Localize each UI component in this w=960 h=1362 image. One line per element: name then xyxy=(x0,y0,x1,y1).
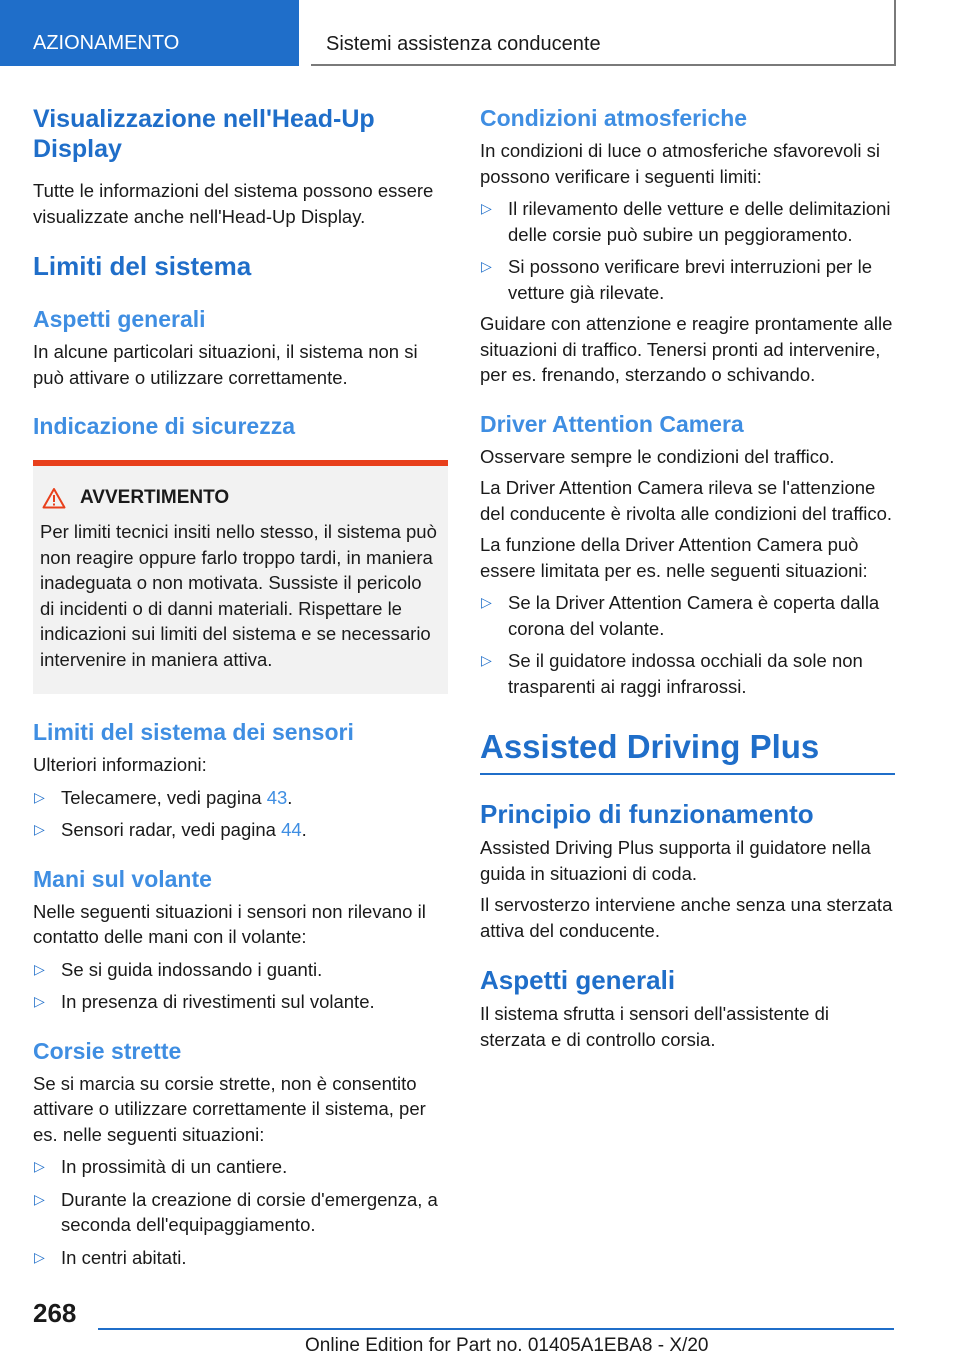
paragraph-general: In alcune particolari situazioni, il sistema non si può attivare o utilizzare correttamente. xyxy=(33,341,418,388)
triangle-bullet-icon: ▷ xyxy=(34,1248,45,1265)
heading-assisted-driving-plus: Assisted Driving Plus xyxy=(480,727,895,775)
list-item xyxy=(33,1245,448,1271)
list-item xyxy=(33,785,448,811)
heading-weather: Condizioni atmosferiche xyxy=(480,105,748,131)
list-item-text: Si possono verificare brevi interruzioni per le vetture già rilevate. xyxy=(508,256,873,303)
left-column xyxy=(33,100,448,1270)
section-title: AZIONAMENTO xyxy=(33,32,180,54)
list-item xyxy=(33,817,448,843)
paragraph-sensors: Ulteriori informazioni: xyxy=(33,754,207,775)
list-item xyxy=(480,254,895,305)
heading-safety: Indicazione di sicurezza xyxy=(33,413,296,439)
triangle-bullet-icon: ▷ xyxy=(34,1190,45,1207)
list-item-text: Il rilevamento delle vetture e delle delimitazioni delle corsie può subire un peggioramento. xyxy=(508,198,891,245)
list-item-text: Durante la creazione di corsie d'emergenza, a seconda dell'equipaggiamento. xyxy=(61,1188,438,1235)
list-item-text: In prossimità di un cantiere. xyxy=(61,1156,288,1177)
page-link[interactable]: 44 xyxy=(281,819,302,840)
triangle-bullet-icon: ▷ xyxy=(481,200,492,216)
list-item-text: In centri abitati. xyxy=(61,1246,187,1268)
warning-title: AVVERTIMENTO xyxy=(80,487,230,508)
lanes-list xyxy=(33,1154,448,1270)
page-link[interactable]: 43 xyxy=(266,786,288,808)
heading-limits: Limiti del sistema xyxy=(33,251,252,281)
weather-list xyxy=(480,196,895,305)
paragraph-camera-3: La funzione della Driver Attention Camera può essere limitata per es. nelle seguenti situazioni: xyxy=(480,534,868,581)
footer-divider xyxy=(98,1328,894,1330)
list-item-end: . xyxy=(301,819,307,840)
triangle-bullet-icon: ▷ xyxy=(481,594,492,610)
warning-box xyxy=(33,460,448,694)
list-item xyxy=(33,957,448,983)
list-item-text: In presenza di rivestimenti sul volante. xyxy=(61,991,375,1012)
edition-text: Online Edition for Part no. 01405A1EBA8 - X/20 xyxy=(305,1335,709,1356)
list-item xyxy=(480,648,895,699)
list-item-text: Se la Driver Attention Camera è coperta dalla corona del volante. xyxy=(508,592,880,639)
list-item xyxy=(480,590,895,641)
sensors-list xyxy=(33,785,448,843)
paragraph-hud: Tutte le informazioni del sistema possono essere visualizzate anche nell'Head-Up Display. xyxy=(33,180,434,227)
warning-text: Per limiti tecnici insiti nello stesso, il sistema può non reagire oppure farlo troppo tardi, in maniera inadeguata o non motivata. Sussiste il pericolo di incidenti o di danni materiali. Rispettare le indicazioni sui limiti del sistema e se necessario intervenire in maniera attiva. xyxy=(40,521,437,670)
paragraph-weather-advice: Guidare con attenzione e reagire prontamente alle situazioni di traffico. Tenersi pronti ad intervenire, per es. frenando, sterzando o schivando. xyxy=(480,313,893,385)
triangle-bullet-icon: ▷ xyxy=(34,788,45,805)
chapter-title: Sistemi assistenza conducente xyxy=(326,33,601,55)
section-tab xyxy=(0,0,299,66)
paragraph-lanes: Se si marcia su corsie strette, non è consentito attivare o utilizzare correttamente il sistema, per es. nelle seguenti situazioni: xyxy=(33,1072,426,1145)
hands-list xyxy=(33,957,448,1015)
paragraph-weather: In condizioni di luce o atmosferiche sfavorevoli si possono verificare i seguenti limiti: xyxy=(480,140,880,187)
warning-triangle-icon xyxy=(42,487,66,509)
triangle-bullet-icon: ▷ xyxy=(34,1158,45,1174)
triangle-bullet-icon: ▷ xyxy=(34,993,45,1009)
list-item xyxy=(33,989,448,1015)
triangle-bullet-icon: ▷ xyxy=(34,821,45,837)
heading-lanes: Corsie strette xyxy=(33,1037,182,1064)
triangle-bullet-icon: ▷ xyxy=(481,652,492,668)
page-number: 268 xyxy=(33,1298,77,1328)
paragraph-camera-2: La Driver Attention Camera rileva se l'attenzione del conducente è rivolta alle condizioni del traffico. xyxy=(480,477,893,524)
chapter-tab xyxy=(311,0,896,66)
paragraph-camera-1: Osservare sempre le condizioni del traffico. xyxy=(480,445,835,467)
camera-list xyxy=(480,590,895,699)
triangle-bullet-icon: ▷ xyxy=(481,258,492,274)
paragraph-hands: Nelle seguenti situazioni i sensori non rilevano il contatto delle mani con il volante: xyxy=(33,900,426,947)
list-item-text: Telecamere, vedi pagina xyxy=(61,786,267,808)
heading-hands: Mani sul volante xyxy=(33,865,212,892)
right-column xyxy=(480,100,895,1052)
list-item xyxy=(480,196,895,247)
heading-camera: Driver Attention Camera xyxy=(480,410,744,437)
heading-general: Aspetti generali xyxy=(33,306,206,332)
heading-hud: Visualizzazione nell'Head-Up Display xyxy=(33,105,375,163)
triangle-bullet-icon: ▷ xyxy=(34,960,45,977)
list-item-text: Sensori radar, vedi pagina xyxy=(61,819,282,840)
list-item-end: . xyxy=(287,786,293,808)
paragraph-principle-2: Il servosterzo interviene anche senza una sterzata attiva del conducente. xyxy=(480,894,893,941)
paragraph-general-2: Il sistema sfrutta i sensori dell'assistente di sterzata e di controllo corsia. xyxy=(480,1003,830,1050)
list-item-text: Se il guidatore indossa occhiali da sole non trasparenti ai raggi infrarossi. xyxy=(508,650,863,697)
list-item-text: Se si guida indossando i guanti. xyxy=(61,958,323,980)
paragraph-principle-1: Assisted Driving Plus supporta il guidatore nella guida in situazioni di coda. xyxy=(480,837,871,884)
heading-general-2: Aspetti generali xyxy=(480,965,676,995)
heading-sensors: Limiti del sistema dei sensori xyxy=(33,719,354,745)
warning-header xyxy=(40,486,440,510)
heading-principle: Principio di funzionamento xyxy=(480,799,814,829)
list-item xyxy=(33,1154,448,1180)
list-item xyxy=(33,1187,448,1238)
